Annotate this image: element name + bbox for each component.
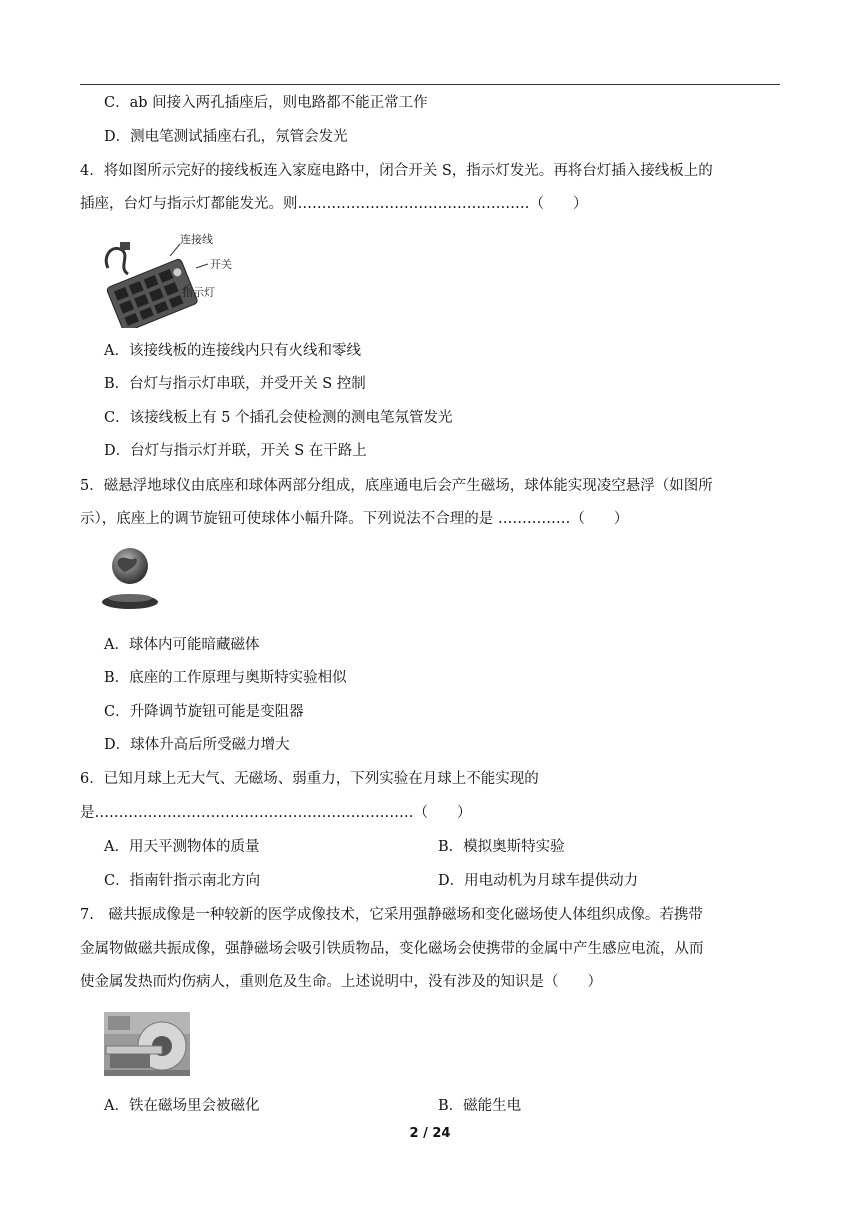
q6-option-c: C．指南针指示南北方向 [104,873,261,889]
q6-option-b: B．模拟奥斯特实验 [438,839,565,855]
indicator-label: 指示灯 [182,286,215,299]
levitating-globe-figure [100,544,160,616]
q6-stem-line2: 是…………………………………………………………（ ） [80,805,472,821]
q4-stem-line1: 4．将如图所示完好的接线板连入家庭电路中，闭合开关 S，指示灯发光。再将台灯插入接线板上的 [80,163,713,179]
q6-option-d: D．用电动机为月球车提供动力 [438,873,639,889]
q6-stem-line1: 6．已知月球上无大气、无磁场、弱重力，下列实验在月球上不能实现的 [80,771,539,787]
q4-stem-line2: 插座，台灯与指示灯都能发光。则…………………………………………（ ） [80,196,588,212]
q5-option-a: A．球体内可能暗藏磁体 [104,637,260,653]
page-number: 2 / 24 [409,1126,451,1141]
cable-label: 连接线 [180,233,213,246]
switch-label: 开关 [210,258,232,271]
q5-stem-line1: 5．磁悬浮地球仪由底座和球体两部分组成，底座通电后会产生磁场，球体能实现凌空悬浮（如图所 [80,478,713,494]
power-strip-figure [100,228,240,328]
q4-option-c: C．该接线板上有 5 个插孔会使检测的测电笔氖管发光 [104,410,453,426]
q4-option-b: B．台灯与指示灯串联，并受开关 S 控制 [104,376,366,392]
q5-stem-line2: 示），底座上的调节旋钮可使球体小幅升降。下列说法不合理的是 ……………（ ） [80,511,629,527]
q7-option-a: A．铁在磁场里会被磁化 [104,1098,260,1114]
q5-option-c: C．升降调节旋钮可能是变阻器 [104,704,304,720]
q4-option-d: D．台灯与指示灯并联，开关 S 在干路上 [104,443,367,459]
q7-stem-line1: 7. 磁共振成像是一种较新的医学成像技术，它采用强静磁场和变化磁场使人体组织成像。若携带 [80,907,703,923]
q7-stem-line2: 金属物做磁共振成像，强静磁场会吸引铁质物品，变化磁场会使携带的金属中产生感应电流，从而 [80,941,704,957]
header-rule [80,84,780,85]
q4-option-a: A．该接线板的连接线内只有火线和零线 [104,343,361,359]
q5-option-d: D．球体升高后所受磁力增大 [104,737,290,753]
q5-option-b: B．底座的工作原理与奥斯特实验相似 [104,670,347,686]
q6-option-a: A．用天平测物体的质量 [104,839,260,855]
q7-option-b: B．磁能生电 [438,1098,522,1114]
q3-option-c: C．ab 间接入两孔插座后，则电路都不能正常工作 [104,95,428,111]
q3-option-d: D．测电笔测试插座右孔，氖管会发光 [104,129,348,145]
q7-stem-line3: 使金属发热而灼伤病人，重则危及生命。上述说明中，没有涉及的知识是（ ） [80,974,602,990]
mri-scanner-figure [104,1012,190,1076]
